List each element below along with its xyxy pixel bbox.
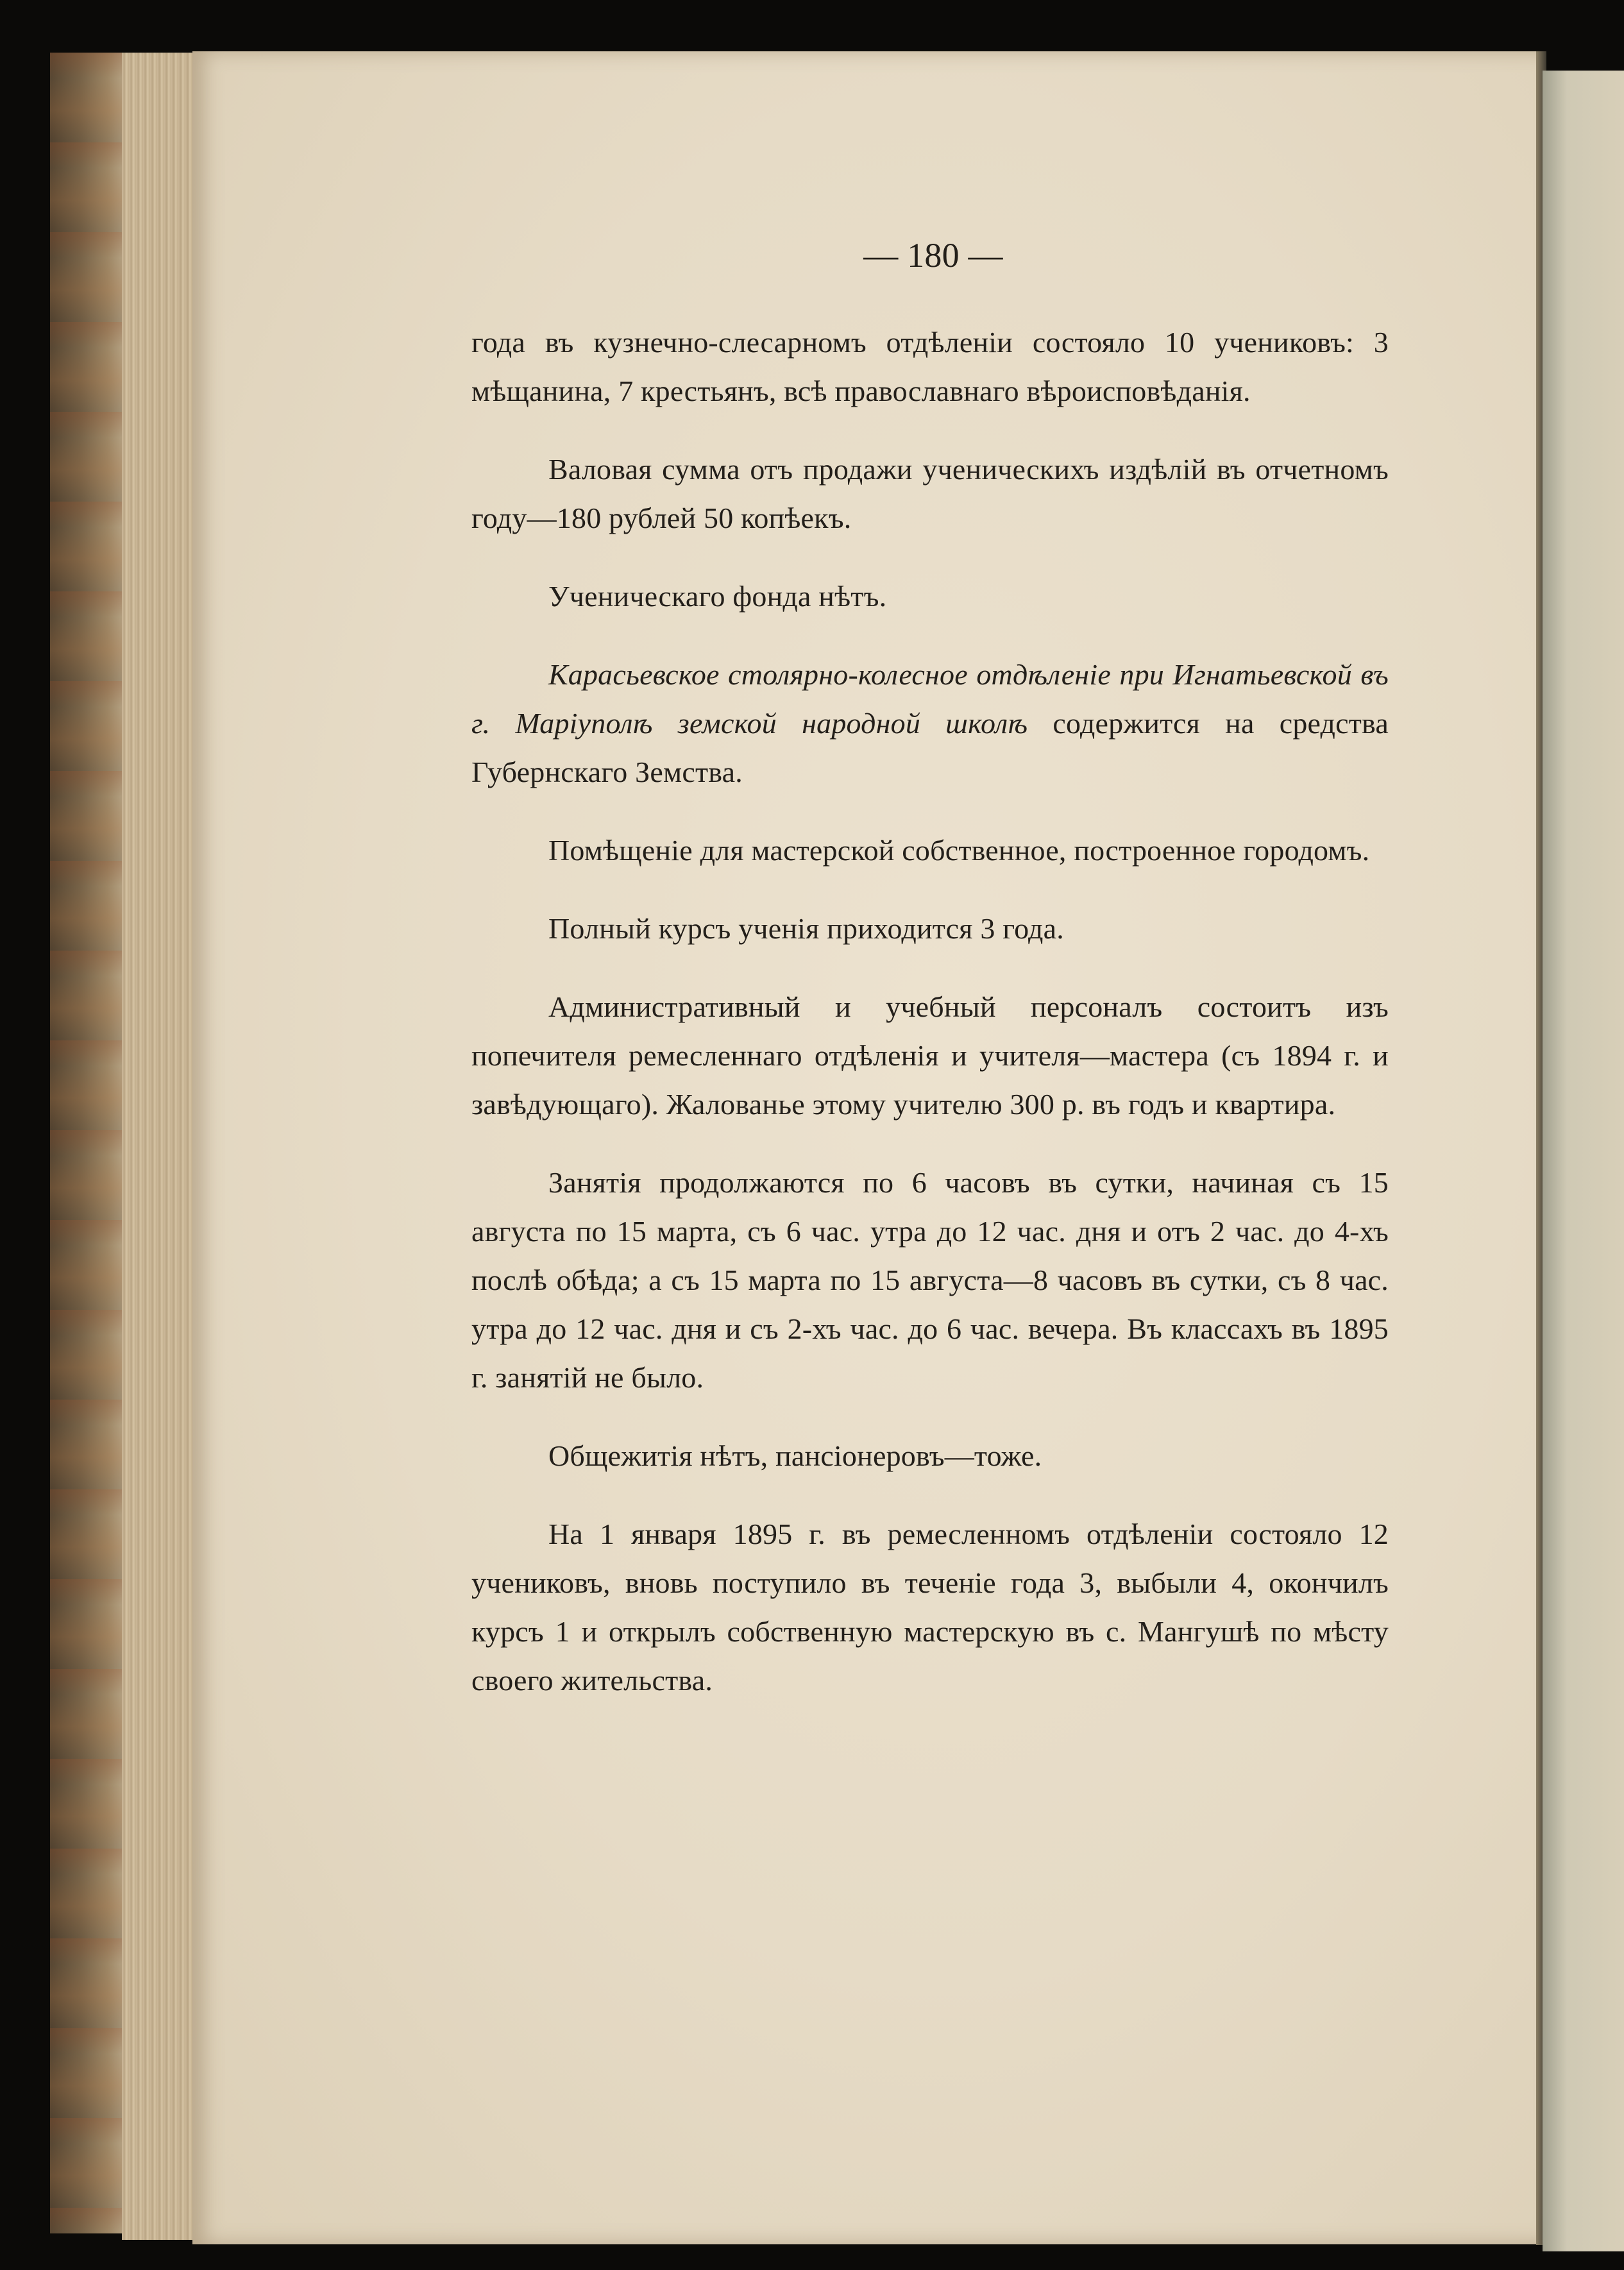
paragraph: Полный курсъ ученія приходится 3 года. — [548, 912, 1064, 945]
book-spine — [50, 53, 127, 2233]
paragraph: Валовая сумма отъ продажи ученическихъ издѣлій въ отчетномъ году—180 рублей 50 копѣекъ. — [471, 453, 1389, 534]
paragraph: Помѣщеніе для мастерской собственное, построенное городомъ. — [548, 834, 1370, 867]
paragraph: Ученическаго фонда нѣтъ. — [548, 580, 887, 613]
page-edges — [122, 53, 199, 2240]
facing-page-edge — [1543, 71, 1624, 2251]
paragraph: года въ кузнечно-слесарномъ отдѣленіи состояло 10 учениковъ: 3 мѣщанина, 7 крестьянъ, всѣ православнаго вѣроисповѣданія. — [471, 326, 1389, 407]
paragraph: Административный и учебный персоналъ состоитъ изъ попечителя ремесленнаго отдѣленія и учителя—мастера (съ 1894 г. и завѣдующаго). Жалованье этому учителю 300 р. въ годъ и квартира. — [471, 990, 1389, 1121]
paragraph-school-heading — [471, 650, 1389, 797]
paragraph: Общежитія нѣтъ, пансіонеровъ—тоже. — [548, 1439, 1042, 1472]
school-funding: содержится на средства Губернскаго Земства. — [471, 707, 1389, 788]
school-name: Карасьевское столярно-колесное отдѣленіе при Игнатьевской въ г. Маріуполѣ земской народной школѣ — [471, 658, 1389, 740]
paragraph: На 1 января 1895 г. въ ремесленномъ отдѣленіи состояло 12 учениковъ, вновь поступило въ теченіе года 3, выбыли 4, окончилъ курсъ 1 и открылъ собственную мастерскую въ с. Мангушѣ по мѣсту своего жительства. — [471, 1518, 1389, 1697]
paragraph: Занятія продолжаются по 6 часовъ въ сутки, начиная съ 15 августа по 15 марта, съ 6 час. утра до 12 час. дня и отъ 2 час. до 4-хъ послѣ обѣда; а съ 15 марта по 15 августа—8 часовъ въ сутки, съ 8 час. утра до 12 час. дня и съ 2-хъ час. до 6 час. вечера. Въ классахъ въ 1895 г. занятій не было. — [471, 1166, 1389, 1394]
page-number: — 180 — — [863, 236, 1003, 275]
page-text — [471, 231, 1389, 1734]
